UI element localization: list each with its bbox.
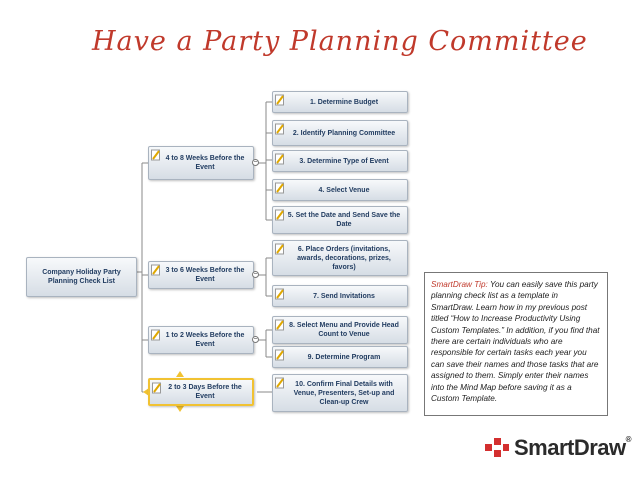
notepad-icon (275, 288, 285, 300)
task-label: 4. Select Venue (318, 186, 370, 194)
task-node[interactable] (272, 346, 408, 368)
notepad-icon (275, 94, 285, 106)
collapse-icon[interactable]: − (253, 271, 258, 278)
task-node[interactable] (272, 374, 408, 412)
root-label: Company Holiday Party Planning Check List (42, 269, 121, 285)
notepad-icon (151, 264, 161, 276)
notepad-icon (275, 182, 285, 194)
task-node[interactable] (272, 150, 408, 172)
phase-label: 2 to 3 Days Before the Event (168, 384, 242, 400)
root-node[interactable] (26, 257, 137, 297)
task-node[interactable] (272, 120, 408, 146)
trademark: ® (625, 435, 632, 444)
tip-body: You can easily save this party planning check list as a template in SmartDraw. Learn how in my previous post titled “How to Increase Productivity Using Custom Templates.” In addition, if you find that there are certain individuals who are responsible for certain tasks each year you can save their names and those tasks that are assigned to them. Simply enter their names into the Mind Map before saving it as a Custom Template. (431, 280, 600, 404)
task-label: 3. Determine Type of Event (299, 157, 389, 165)
task-node[interactable] (272, 285, 408, 307)
task-node[interactable] (272, 240, 408, 276)
phase-label: 1 to 2 Weeks Before the Event (165, 332, 245, 348)
notepad-icon (275, 123, 285, 135)
task-node[interactable] (272, 316, 408, 344)
notepad-icon (275, 377, 285, 389)
phase-label: 3 to 6 Weeks Before the Event (165, 267, 245, 283)
notepad-icon (275, 319, 285, 331)
task-label: 10. Confirm Final Details with Venue, Presenters, Set-up and Clean-up Crew (293, 380, 395, 406)
notepad-icon (151, 329, 161, 341)
task-label: 8. Select Menu and Provide Head Count to Venue (289, 322, 399, 338)
task-label: 9. Determine Program (307, 353, 381, 361)
task-label: 7. Send Invitations (313, 292, 375, 300)
logo-text: SmartDraw (514, 435, 626, 460)
tip-heading: SmartDraw Tip: (431, 280, 488, 289)
task-node[interactable] (272, 91, 408, 113)
page-title: Have a Party Planning Committee (92, 26, 588, 57)
smartdraw-logo (484, 433, 631, 463)
tip-box (424, 272, 608, 416)
phase-node-2[interactable] (148, 261, 254, 289)
phase-label: 4 to 8 Weeks Before the Event (165, 155, 245, 171)
task-label: 1. Determine Budget (309, 98, 379, 106)
collapse-icon[interactable]: − (253, 159, 258, 166)
phase-node-3[interactable] (148, 326, 254, 354)
collapse-icon[interactable]: − (253, 336, 258, 343)
phase-node-1[interactable] (148, 146, 254, 180)
notepad-icon (152, 382, 162, 394)
task-label: 5. Set the Date and Send Save the Date (287, 212, 401, 228)
task-node[interactable] (272, 179, 408, 201)
task-node[interactable] (272, 206, 408, 234)
notepad-icon (275, 153, 285, 165)
notepad-icon (151, 149, 161, 161)
phase-node-4[interactable] (148, 378, 254, 406)
notepad-icon (275, 243, 285, 255)
task-label: 6. Place Orders (invitations, awards, decorations, prizes, favors) (297, 245, 391, 271)
task-label: 2. Identify Planning Committee (292, 129, 396, 137)
smartdraw-logo-icon (484, 435, 510, 461)
notepad-icon (275, 349, 285, 361)
notepad-icon (275, 209, 285, 221)
